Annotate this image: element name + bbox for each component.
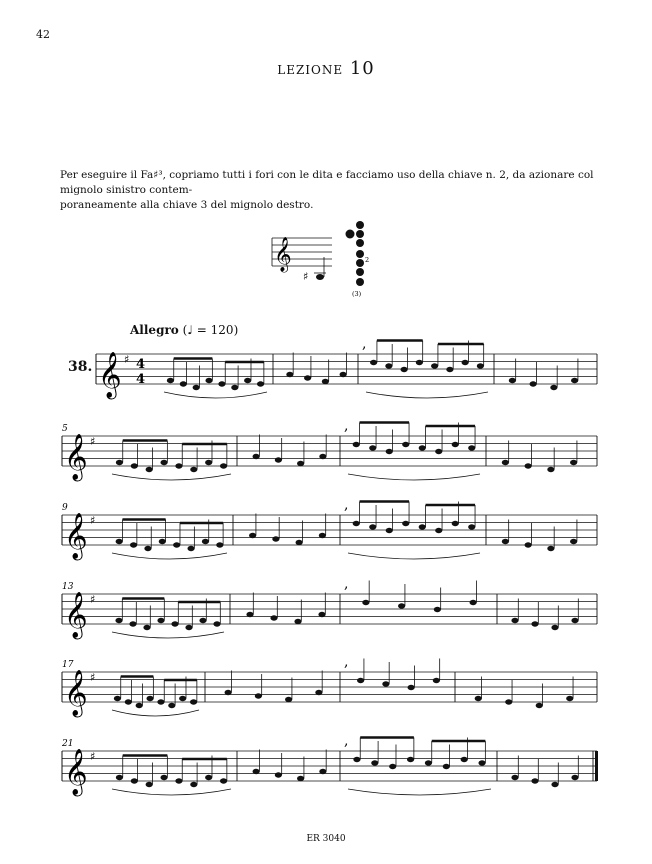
note-head xyxy=(157,699,164,704)
note-head xyxy=(143,625,150,630)
note-head xyxy=(180,381,187,386)
note-head xyxy=(340,372,347,377)
note-head xyxy=(571,378,578,383)
tempo-value: = 120) xyxy=(196,323,239,337)
staff-system xyxy=(62,418,597,482)
note-head xyxy=(353,521,360,526)
key-signature-sharp-icon: ♯ xyxy=(90,514,96,527)
slur xyxy=(348,474,480,480)
note-head xyxy=(160,775,167,780)
fingering-key-3-label: (3) xyxy=(352,290,362,298)
treble-clef-icon: 𝄞 xyxy=(64,592,88,638)
note-head xyxy=(531,778,538,783)
note-head xyxy=(297,776,304,781)
slur xyxy=(164,392,267,398)
note-head xyxy=(468,445,475,450)
note-head xyxy=(275,772,282,777)
note-head xyxy=(286,372,293,377)
note-head xyxy=(205,460,212,465)
note-head xyxy=(171,621,178,626)
note-head xyxy=(114,696,121,701)
tempo-word: Allegro xyxy=(130,323,179,337)
note-head xyxy=(435,528,442,533)
note-head xyxy=(319,533,326,538)
note-head xyxy=(199,618,206,623)
note-head xyxy=(173,542,180,547)
note-head xyxy=(452,442,459,447)
note-head xyxy=(369,445,376,450)
note-head xyxy=(190,699,197,704)
note-head xyxy=(136,703,143,708)
note-head xyxy=(389,764,396,769)
note-head xyxy=(146,467,153,472)
note-head xyxy=(322,379,329,384)
note-head xyxy=(446,367,453,372)
note-head xyxy=(272,536,279,541)
staff-system xyxy=(62,654,597,718)
treble-clef-icon: 𝄞 xyxy=(64,749,88,795)
note-head xyxy=(216,542,223,547)
note-head xyxy=(125,699,132,704)
note-head xyxy=(462,360,469,365)
measure-number: 13 xyxy=(62,582,74,592)
treble-clef-icon: 𝄞 xyxy=(274,237,292,272)
treble-clef-icon: 𝄞 xyxy=(64,670,88,716)
note-head xyxy=(385,363,392,368)
note-head xyxy=(296,540,303,545)
note-head xyxy=(115,618,122,623)
note-head xyxy=(434,607,441,612)
note-head xyxy=(505,699,512,704)
page-number: 42 xyxy=(36,28,50,41)
note-head xyxy=(257,381,264,386)
note-head xyxy=(319,769,326,774)
note-head xyxy=(401,367,408,372)
note-head xyxy=(353,442,360,447)
tempo-open-paren: ( xyxy=(182,323,188,337)
note-head xyxy=(362,600,369,605)
slur xyxy=(112,474,231,480)
note-head xyxy=(477,363,484,368)
time-signature-top: 4 xyxy=(136,357,146,372)
note-head xyxy=(315,690,322,695)
sharp-icon: ♯ xyxy=(303,270,309,283)
note-head xyxy=(205,378,212,383)
note-head xyxy=(253,454,260,459)
measure-number: 17 xyxy=(62,660,74,670)
note-head xyxy=(511,775,518,780)
note-head xyxy=(190,467,197,472)
slur xyxy=(112,553,227,559)
note-head xyxy=(146,782,153,787)
note-head xyxy=(131,463,138,468)
note-head xyxy=(175,778,182,783)
note-head xyxy=(225,690,232,695)
note-head xyxy=(218,381,225,386)
note-head xyxy=(175,463,182,468)
key-signature-sharp-icon: ♯ xyxy=(124,353,130,366)
note-head xyxy=(168,703,175,708)
staff-system xyxy=(62,576,597,640)
note-head xyxy=(116,539,123,544)
note-head xyxy=(536,703,543,708)
quarter-note-icon: ♩ xyxy=(187,323,193,337)
key-signature-sharp-icon: ♯ xyxy=(90,435,96,448)
note-head xyxy=(461,757,468,762)
note-head xyxy=(369,524,376,529)
note-head xyxy=(550,385,557,390)
breath-mark-icon: , xyxy=(344,418,349,434)
note-head xyxy=(249,533,256,538)
staff-system xyxy=(96,336,597,400)
lesson-title-word: lezione xyxy=(277,59,344,79)
fingering-key-2-label: 2 xyxy=(365,256,370,264)
note-head xyxy=(193,385,200,390)
note-head xyxy=(213,621,220,626)
note-head xyxy=(116,775,123,780)
note-head xyxy=(435,449,442,454)
treble-clef-icon: 𝄞 xyxy=(98,352,122,398)
treble-clef-icon: 𝄞 xyxy=(64,513,88,559)
measure-number: 9 xyxy=(62,503,68,513)
slur xyxy=(366,392,488,398)
note-head xyxy=(353,757,360,762)
note-head xyxy=(547,546,554,551)
note-head xyxy=(157,618,164,623)
note-head xyxy=(131,778,138,783)
note-head xyxy=(502,539,509,544)
note-head xyxy=(253,769,260,774)
note-head xyxy=(386,449,393,454)
slur xyxy=(348,553,480,559)
note-head xyxy=(551,782,558,787)
note-head xyxy=(130,542,137,547)
slur xyxy=(112,632,224,638)
note-head xyxy=(129,621,136,626)
note-head xyxy=(179,696,186,701)
breath-mark-icon: , xyxy=(344,733,349,749)
note-head xyxy=(408,685,415,690)
note-head xyxy=(386,528,393,533)
note-head xyxy=(160,460,167,465)
note-head xyxy=(318,612,325,617)
note-head xyxy=(285,697,292,702)
note-head xyxy=(319,454,326,459)
exercise-number: 38. xyxy=(68,359,93,375)
note-head xyxy=(525,542,532,547)
key-signature-sharp-icon: ♯ xyxy=(90,593,96,606)
note-head xyxy=(205,775,212,780)
note-head xyxy=(547,467,554,472)
note-head xyxy=(502,460,509,465)
note-head xyxy=(371,760,378,765)
measure-number: 21 xyxy=(62,739,74,749)
note-head xyxy=(416,360,423,365)
note-head xyxy=(244,378,251,383)
note-head xyxy=(425,760,432,765)
note-head xyxy=(531,621,538,626)
measure-number: 5 xyxy=(62,424,68,434)
note-head xyxy=(255,693,262,698)
note-head xyxy=(231,385,238,390)
note-head xyxy=(304,375,311,380)
note-head xyxy=(511,618,518,623)
note-head xyxy=(402,442,409,447)
note-head xyxy=(270,615,277,620)
note-head xyxy=(468,524,475,529)
note-head xyxy=(187,546,194,551)
instructions-line-1: Per eseguire il Fa♯³, copriamo tutti i fori con le dita e facciamo uso della chiave n. 2, da azionare col mignolo sinistro contem- xyxy=(60,169,594,196)
staff-system xyxy=(61,733,598,797)
note-head xyxy=(566,696,573,701)
note-head xyxy=(297,461,304,466)
note-head xyxy=(246,612,253,617)
note-head xyxy=(220,778,227,783)
slur xyxy=(112,789,231,795)
staff-system xyxy=(62,497,597,561)
note-head xyxy=(370,360,377,365)
note-head xyxy=(475,696,482,701)
note-head xyxy=(509,378,516,383)
note-head xyxy=(144,546,151,551)
note-head xyxy=(431,363,438,368)
time-signature-bottom: 4 xyxy=(136,372,146,387)
breath-mark-icon: , xyxy=(344,576,349,592)
slur xyxy=(348,789,491,795)
note-head xyxy=(478,760,485,765)
note-head xyxy=(570,460,577,465)
breath-mark-icon: , xyxy=(344,497,349,513)
footer-code: ER 3040 xyxy=(306,834,346,844)
treble-clef-icon: 𝄞 xyxy=(64,434,88,480)
lesson-title-number: 10 xyxy=(349,58,375,79)
note-head xyxy=(185,625,192,630)
note-head xyxy=(419,524,426,529)
note-head xyxy=(470,600,477,605)
note-head xyxy=(452,521,459,526)
note-head xyxy=(167,378,174,383)
note-head xyxy=(202,539,209,544)
note-head xyxy=(294,619,301,624)
note-head xyxy=(190,782,197,787)
instructions-line-2: poraneamente alla chiave 3 del mignolo destro. xyxy=(60,199,314,211)
key-signature-sharp-icon: ♯ xyxy=(90,671,96,684)
slur xyxy=(112,710,199,716)
note-head xyxy=(159,539,166,544)
breath-mark-icon: , xyxy=(362,336,367,352)
note-head xyxy=(433,678,440,683)
note-head xyxy=(570,539,577,544)
note-head xyxy=(551,625,558,630)
note-head xyxy=(443,764,450,769)
note-head xyxy=(220,463,227,468)
note-head xyxy=(407,757,414,762)
note-head xyxy=(146,696,153,701)
note-head xyxy=(116,460,123,465)
note-head xyxy=(419,445,426,450)
note-head xyxy=(530,381,537,386)
note-head xyxy=(402,521,409,526)
note-head xyxy=(382,681,389,686)
breath-mark-icon: , xyxy=(344,654,349,670)
note-head xyxy=(357,678,364,683)
note-head xyxy=(398,603,405,608)
note-head xyxy=(571,775,578,780)
key-signature-sharp-icon: ♯ xyxy=(90,750,96,763)
note-head xyxy=(571,618,578,623)
note-head xyxy=(275,457,282,462)
note-head xyxy=(525,463,532,468)
